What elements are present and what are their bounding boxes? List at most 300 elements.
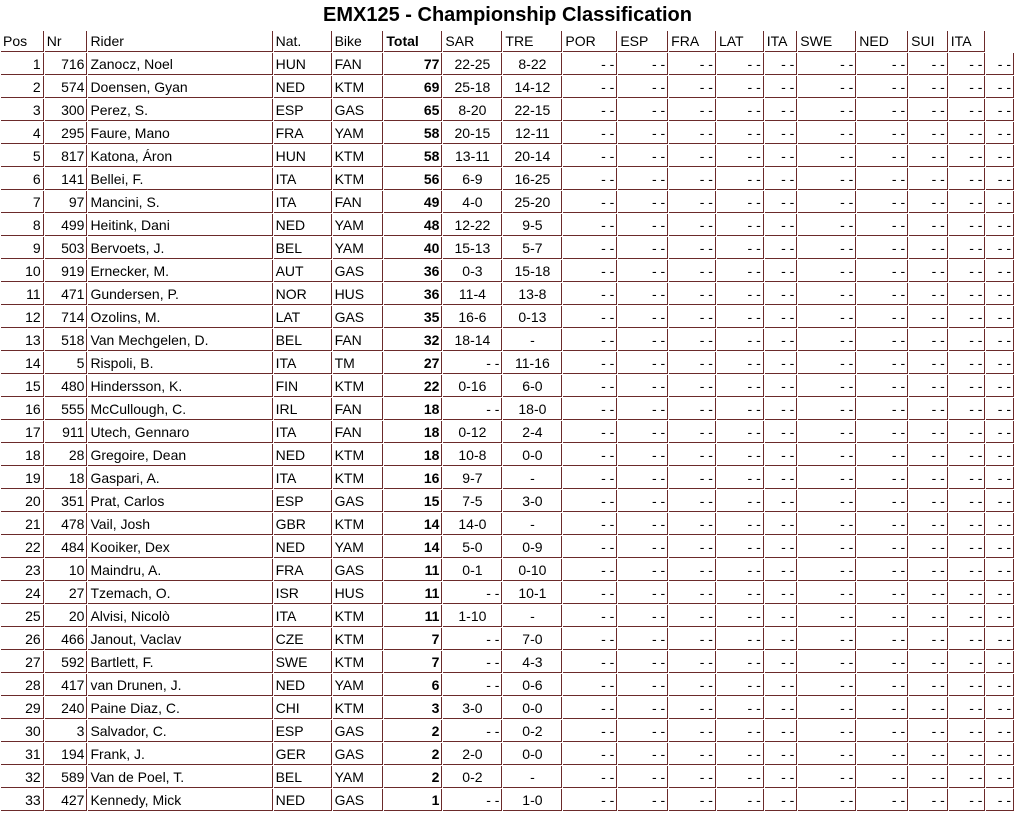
cell-bike: FAN (333, 191, 384, 213)
cell-race-empty: - - (765, 513, 798, 535)
cell-race: 0-16 (443, 375, 502, 397)
cell-total: 14 (384, 536, 442, 558)
cell-race-empty: - - (563, 536, 617, 558)
table-row (1, 789, 1014, 811)
cell-nat: FIN (274, 375, 332, 397)
table-row (1, 168, 1014, 190)
cell-race-empty: - - (669, 352, 716, 374)
cell-race-empty: - - (949, 283, 986, 305)
cell-race-empty: - - (909, 490, 948, 512)
cell-race-empty: - - (949, 789, 986, 811)
cell-race: - (503, 605, 562, 627)
cell-race-empty: - - (563, 674, 617, 696)
cell-nr: 27 (45, 582, 88, 604)
cell-race-empty: - - (717, 674, 764, 696)
table-row (1, 766, 1014, 788)
cell-race-empty: - - (949, 605, 986, 627)
cell-rider: Zanocz, Noel (88, 53, 272, 75)
cell-total: 14 (384, 513, 442, 535)
cell-pos: 24 (1, 582, 44, 604)
table-row (1, 191, 1014, 213)
cell-race-empty: - - (618, 605, 668, 627)
cell-race-empty: - - (909, 582, 948, 604)
cell-race-empty: - - (563, 76, 617, 98)
cell-race: 13-11 (443, 145, 502, 167)
cell-race-empty: - - (798, 145, 856, 167)
cell-bike: HUS (333, 283, 384, 305)
header-round-ned: NED (857, 31, 908, 52)
cell-race-empty: - - (717, 467, 764, 489)
cell-race-empty: - - (798, 398, 856, 420)
cell-race-empty: - - (765, 536, 798, 558)
cell-pos: 28 (1, 674, 44, 696)
cell-race-empty: - - (563, 306, 617, 328)
cell-race-empty: - - (765, 651, 798, 673)
cell-nat: SWE (274, 651, 332, 673)
cell-race-empty: - - (857, 99, 908, 121)
cell-bike: KTM (333, 605, 384, 627)
table-row (1, 467, 1014, 489)
cell-race-empty: - - (669, 76, 716, 98)
cell-nr: 20 (45, 605, 88, 627)
cell-total: 27 (384, 352, 442, 374)
cell-race-empty: - - (669, 375, 716, 397)
cell-spacer: - - (986, 467, 1014, 489)
cell-race-empty: - - (669, 53, 716, 75)
cell-nr: 592 (45, 651, 88, 673)
cell-pos: 15 (1, 375, 44, 397)
cell-bike: GAS (333, 99, 384, 121)
cell-race-empty: - - (717, 260, 764, 282)
cell-race: 0-3 (443, 260, 502, 282)
table-row (1, 421, 1014, 443)
cell-race-empty: - - (949, 720, 986, 742)
table-row (1, 237, 1014, 259)
cell-race-empty: - - (949, 628, 986, 650)
cell-nat: NED (274, 789, 332, 811)
cell-rider: Kennedy, Mick (88, 789, 272, 811)
cell-nr: 555 (45, 398, 88, 420)
cell-race-empty: - - (949, 145, 986, 167)
cell-nr: 466 (45, 628, 88, 650)
cell-race-empty: - - (857, 168, 908, 190)
table-row (1, 329, 1014, 351)
cell-spacer: - - (986, 536, 1014, 558)
cell-race-empty: - - (717, 513, 764, 535)
cell-race-empty: - - (563, 99, 617, 121)
header-round-sar: SAR (443, 31, 502, 52)
cell-nat: NED (274, 214, 332, 236)
cell-pos: 8 (1, 214, 44, 236)
cell-race-empty: - - (949, 168, 986, 190)
cell-race-empty: - - (857, 697, 908, 719)
cell-race: 9-7 (443, 467, 502, 489)
cell-total: 40 (384, 237, 442, 259)
cell-spacer: - - (986, 513, 1014, 535)
cell-nr: 10 (45, 559, 88, 581)
cell-nat: NED (274, 444, 332, 466)
cell-nr: 28 (45, 444, 88, 466)
cell-race-empty: - - (669, 766, 716, 788)
cell-nr: 574 (45, 76, 88, 98)
cell-race-empty: - - (798, 53, 856, 75)
cell-race-empty: - - (618, 398, 668, 420)
cell-bike: YAM (333, 536, 384, 558)
cell-race-empty: - - (909, 329, 948, 351)
cell-rider: Utech, Gennaro (88, 421, 272, 443)
cell-race: 14-12 (503, 76, 562, 98)
cell-race-empty: - - (798, 697, 856, 719)
cell-nat: ITA (274, 421, 332, 443)
cell-rider: Heitink, Dani (88, 214, 272, 236)
cell-rider: McCullough, C. (88, 398, 272, 420)
cell-race-empty: - - (949, 582, 986, 604)
cell-total: 1 (384, 789, 442, 811)
cell-race-empty: - - (717, 697, 764, 719)
cell-nr: 417 (45, 674, 88, 696)
cell-total: 56 (384, 168, 442, 190)
cell-total: 58 (384, 122, 442, 144)
cell-race-empty: - - (669, 260, 716, 282)
cell-race-empty: - - (717, 237, 764, 259)
cell-nr: 97 (45, 191, 88, 213)
cell-race-empty: - - (909, 513, 948, 535)
cell-race: 6-0 (503, 375, 562, 397)
cell-race-empty: - - (857, 536, 908, 558)
table-row (1, 605, 1014, 627)
table-row (1, 513, 1014, 535)
cell-race-empty: - - (669, 651, 716, 673)
cell-bike: KTM (333, 375, 384, 397)
cell-race: 25-18 (443, 76, 502, 98)
cell-race-empty: - - (717, 582, 764, 604)
cell-nr: 484 (45, 536, 88, 558)
cell-race-empty: - - (857, 214, 908, 236)
cell-nr: 499 (45, 214, 88, 236)
cell-race-empty: - - (563, 352, 617, 374)
cell-bike: GAS (333, 306, 384, 328)
cell-race: 13-8 (503, 283, 562, 305)
cell-nr: 478 (45, 513, 88, 535)
cell-race: - - (443, 398, 502, 420)
cell-race-empty: - - (798, 375, 856, 397)
cell-rider: Katona, Áron (88, 145, 272, 167)
cell-pos: 21 (1, 513, 44, 535)
cell-race-empty: - - (717, 651, 764, 673)
cell-race: 16-6 (443, 306, 502, 328)
cell-race-empty: - - (618, 145, 668, 167)
cell-pos: 29 (1, 697, 44, 719)
cell-race-empty: - - (765, 237, 798, 259)
cell-race-empty: - - (618, 214, 668, 236)
cell-total: 69 (384, 76, 442, 98)
cell-nat: HUN (274, 53, 332, 75)
cell-race-empty: - - (765, 421, 798, 443)
header-round-sui: SUI (909, 31, 948, 52)
cell-race-empty: - - (765, 99, 798, 121)
cell-race-empty: - - (857, 444, 908, 466)
cell-bike: GAS (333, 559, 384, 581)
cell-race: - - (443, 789, 502, 811)
cell-race-empty: - - (669, 214, 716, 236)
cell-race: - - (443, 720, 502, 742)
cell-bike: KTM (333, 76, 384, 98)
table-row (1, 743, 1014, 765)
cell-race-empty: - - (857, 651, 908, 673)
cell-bike: GAS (333, 743, 384, 765)
cell-race: 0-10 (503, 559, 562, 581)
cell-spacer: - - (986, 352, 1014, 374)
cell-race: 12-22 (443, 214, 502, 236)
cell-race-empty: - - (798, 122, 856, 144)
cell-race-empty: - - (618, 467, 668, 489)
cell-spacer: - - (986, 559, 1014, 581)
cell-race-empty: - - (909, 168, 948, 190)
cell-pos: 10 (1, 260, 44, 282)
cell-race-empty: - - (949, 536, 986, 558)
cell-race-empty: - - (618, 99, 668, 121)
cell-bike: FAN (333, 329, 384, 351)
cell-race-empty: - - (765, 628, 798, 650)
cell-race-empty: - - (717, 214, 764, 236)
cell-pos: 17 (1, 421, 44, 443)
cell-race-empty: - - (949, 766, 986, 788)
cell-race-empty: - - (909, 720, 948, 742)
cell-race-empty: - - (909, 145, 948, 167)
cell-total: 2 (384, 743, 442, 765)
cell-race-empty: - - (618, 513, 668, 535)
cell-bike: KTM (333, 697, 384, 719)
cell-race: 3-0 (443, 697, 502, 719)
cell-race-empty: - - (798, 283, 856, 305)
cell-rider: Gaspari, A. (88, 467, 272, 489)
cell-rider: Kooiker, Dex (88, 536, 272, 558)
cell-nr: 817 (45, 145, 88, 167)
cell-race-empty: - - (618, 720, 668, 742)
cell-race-empty: - - (857, 191, 908, 213)
cell-race-empty: - - (765, 214, 798, 236)
cell-spacer: - - (986, 76, 1014, 98)
cell-race-empty: - - (765, 375, 798, 397)
cell-nr: 427 (45, 789, 88, 811)
table-row (1, 53, 1014, 75)
cell-bike: KTM (333, 145, 384, 167)
header-round-tre: TRE (503, 31, 562, 52)
cell-race-empty: - - (717, 605, 764, 627)
cell-rider: Salvador, C. (88, 720, 272, 742)
cell-race-empty: - - (618, 582, 668, 604)
cell-race-empty: - - (857, 467, 908, 489)
cell-race-empty: - - (669, 122, 716, 144)
cell-nr: 911 (45, 421, 88, 443)
cell-spacer: - - (986, 766, 1014, 788)
cell-race-empty: - - (669, 743, 716, 765)
cell-total: 48 (384, 214, 442, 236)
cell-race-empty: - - (563, 398, 617, 420)
cell-spacer: - - (986, 306, 1014, 328)
cell-race-empty: - - (949, 260, 986, 282)
cell-total: 11 (384, 559, 442, 581)
cell-race: 7-0 (503, 628, 562, 650)
cell-race-empty: - - (765, 789, 798, 811)
cell-race-empty: - - (563, 444, 617, 466)
cell-pos: 1 (1, 53, 44, 75)
cell-race-empty: - - (618, 168, 668, 190)
cell-pos: 12 (1, 306, 44, 328)
header-round-por: POR (563, 31, 617, 52)
cell-rider: Paine Diaz, C. (88, 697, 272, 719)
cell-race: 6-9 (443, 168, 502, 190)
cell-race-empty: - - (717, 766, 764, 788)
cell-spacer: - - (986, 789, 1014, 811)
cell-race-empty: - - (798, 513, 856, 535)
header-round-ita: ITA (765, 31, 798, 52)
cell-rider: Ernecker, M. (88, 260, 272, 282)
cell-pos: 31 (1, 743, 44, 765)
cell-race: 7-5 (443, 490, 502, 512)
cell-nat: AUT (274, 260, 332, 282)
cell-race-empty: - - (857, 605, 908, 627)
cell-race-empty: - - (618, 536, 668, 558)
header-nat: Nat. (274, 31, 332, 52)
cell-race-empty: - - (909, 398, 948, 420)
cell-race-empty: - - (618, 352, 668, 374)
cell-nat: IRL (274, 398, 332, 420)
cell-race-empty: - - (798, 168, 856, 190)
cell-race-empty: - - (857, 375, 908, 397)
cell-race-empty: - - (909, 789, 948, 811)
cell-race-empty: - - (669, 789, 716, 811)
cell-nat: GER (274, 743, 332, 765)
cell-nat: BEL (274, 237, 332, 259)
cell-spacer: - - (986, 444, 1014, 466)
cell-spacer: - - (986, 260, 1014, 282)
cell-bike: TM (333, 352, 384, 374)
cell-pos: 6 (1, 168, 44, 190)
cell-total: 7 (384, 651, 442, 673)
cell-race-empty: - - (765, 467, 798, 489)
cell-spacer: - - (986, 490, 1014, 512)
cell-race: 25-20 (503, 191, 562, 213)
cell-total: 2 (384, 766, 442, 788)
cell-race: 15-13 (443, 237, 502, 259)
cell-race: 3-0 (503, 490, 562, 512)
cell-race-empty: - - (857, 145, 908, 167)
cell-race-empty: - - (857, 283, 908, 305)
cell-race-empty: - - (563, 168, 617, 190)
cell-total: 36 (384, 283, 442, 305)
cell-race-empty: - - (765, 122, 798, 144)
cell-race-empty: - - (949, 214, 986, 236)
cell-total: 11 (384, 605, 442, 627)
cell-race-empty: - - (563, 329, 617, 351)
cell-race-empty: - - (618, 697, 668, 719)
cell-total: 49 (384, 191, 442, 213)
cell-race-empty: - - (669, 582, 716, 604)
cell-total: 18 (384, 421, 442, 443)
table-row (1, 145, 1014, 167)
cell-race-empty: - - (949, 352, 986, 374)
cell-total: 32 (384, 329, 442, 351)
cell-race-empty: - - (717, 329, 764, 351)
cell-bike: YAM (333, 674, 384, 696)
cell-race-empty: - - (563, 789, 617, 811)
cell-race-empty: - - (798, 352, 856, 374)
cell-spacer: - - (986, 214, 1014, 236)
cell-spacer: - - (986, 375, 1014, 397)
cell-race-empty: - - (563, 467, 617, 489)
cell-rider: Mancini, S. (88, 191, 272, 213)
cell-nat: FRA (274, 122, 332, 144)
header-round-lat: LAT (717, 31, 764, 52)
cell-race-empty: - - (669, 536, 716, 558)
table-body (1, 53, 1014, 811)
cell-race-empty: - - (909, 628, 948, 650)
table-row (1, 444, 1014, 466)
cell-race: 5-0 (443, 536, 502, 558)
cell-rider: Vail, Josh (88, 513, 272, 535)
cell-race: - - (443, 352, 502, 374)
cell-nr: 589 (45, 766, 88, 788)
table-row (1, 122, 1014, 144)
cell-race-empty: - - (798, 605, 856, 627)
cell-race-empty: - - (669, 697, 716, 719)
table-row (1, 283, 1014, 305)
cell-race: 8-22 (503, 53, 562, 75)
cell-race-empty: - - (949, 306, 986, 328)
cell-race-empty: - - (563, 375, 617, 397)
cell-bike: KTM (333, 444, 384, 466)
cell-race-empty: - - (949, 375, 986, 397)
cell-race-empty: - - (563, 628, 617, 650)
cell-nr: 295 (45, 122, 88, 144)
cell-total: 36 (384, 260, 442, 282)
cell-race-empty: - - (857, 743, 908, 765)
cell-nat: NED (274, 76, 332, 98)
cell-race-empty: - - (765, 352, 798, 374)
cell-race: 15-18 (503, 260, 562, 282)
cell-race-empty: - - (765, 145, 798, 167)
cell-race-empty: - - (669, 467, 716, 489)
cell-race-empty: - - (669, 99, 716, 121)
cell-total: 3 (384, 697, 442, 719)
cell-nat: ESP (274, 490, 332, 512)
cell-pos: 13 (1, 329, 44, 351)
cell-race-empty: - - (563, 53, 617, 75)
cell-race-empty: - - (949, 697, 986, 719)
header-round-swe: SWE (798, 31, 856, 52)
cell-race-empty: - - (563, 421, 617, 443)
cell-race-empty: - - (765, 490, 798, 512)
cell-race-empty: - - (765, 605, 798, 627)
cell-race-empty: - - (857, 421, 908, 443)
cell-nat: HUN (274, 145, 332, 167)
cell-race: 18-0 (503, 398, 562, 420)
cell-race: - (503, 329, 562, 351)
cell-race-empty: - - (669, 628, 716, 650)
cell-rider: Janout, Vaclav (88, 628, 272, 650)
header-total: Total (384, 31, 442, 52)
cell-total: 18 (384, 444, 442, 466)
cell-race-empty: - - (717, 559, 764, 581)
cell-spacer: - - (986, 53, 1014, 75)
cell-pos: 7 (1, 191, 44, 213)
header-bike: Bike (333, 31, 384, 52)
cell-race-empty: - - (765, 582, 798, 604)
table-row (1, 352, 1014, 374)
cell-race-empty: - - (765, 697, 798, 719)
header-round-fra: FRA (669, 31, 716, 52)
